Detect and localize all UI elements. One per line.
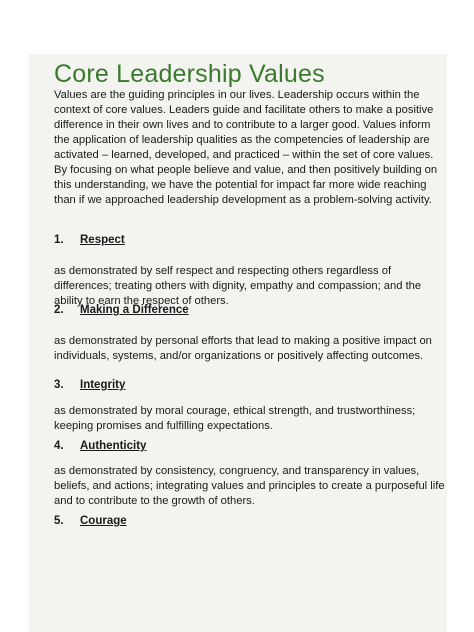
value-number: 4. [54, 440, 64, 452]
value-label: Authenticity [80, 440, 147, 452]
value-number: 1. [54, 234, 64, 246]
value-description-integrity: as demonstrated by moral courage, ethical strength, and trustworthiness; keeping promises and fulfilling expectations. [54, 405, 416, 432]
value-description-authenticity: as demonstrated by consistency, congruency, and transparency in values, beliefs, and actions; integrating values and principles to create a purposeful life and to contribute to the growth of others. [54, 465, 445, 507]
value-label: Respect [80, 234, 125, 246]
intro-paragraph: Values are the guiding principles in our lives. Leadership occurs within the context of core values. Leaders guide and facilitate others to make a positive difference in their own lives and to contribute to a larger good. Values inform the application of leadership qualities as the competencies of leadership are activated – learned, developed, and practiced – within the set of core values. By focusing on what people believe and value, and then positively building on this understanding, we have the potential for impact far more wide reaching than if we approached leadership development as a problem-solving activity. [54, 89, 438, 206]
document-title: Core Leadership Values [54, 60, 325, 88]
value-heading-courage [54, 515, 127, 527]
value-heading-making-a-difference [54, 304, 189, 316]
value-label: Integrity [80, 379, 126, 391]
value-description-respect: as demonstrated by self respect and respecting others regardless of differences; treating others with dignity, empathy and compassion; and the ability to earn the respect of others. [54, 265, 422, 307]
value-number: 5. [54, 515, 64, 527]
value-number: 2. [54, 304, 64, 316]
value-heading-authenticity [54, 440, 146, 452]
value-description-making-a-difference: as demonstrated by personal efforts that lead to making a positive impact on individuals, systems, and/or organizations or positively affecting outcomes. [54, 335, 432, 362]
value-label: Making a Difference [80, 304, 189, 316]
value-heading-respect [54, 234, 125, 246]
value-number: 3. [54, 379, 64, 391]
value-label: Courage [80, 515, 127, 527]
value-heading-integrity [54, 379, 125, 391]
document-page [29, 54, 447, 632]
